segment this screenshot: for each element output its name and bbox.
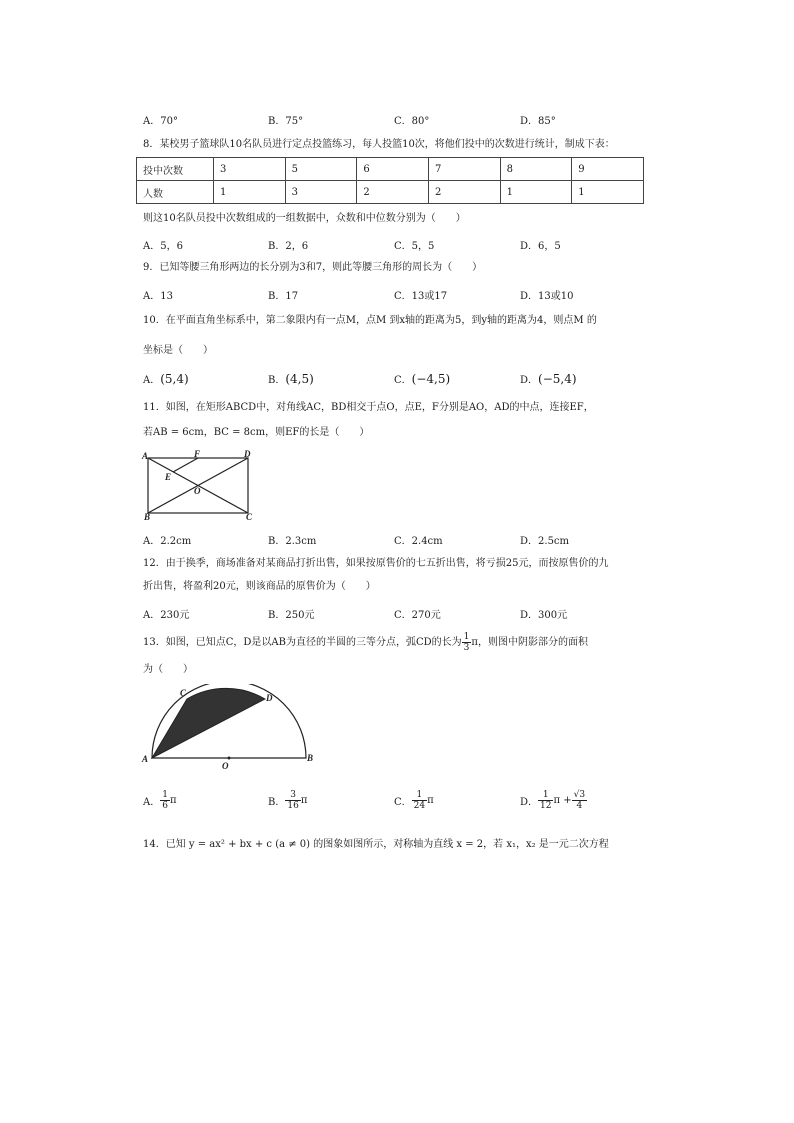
table-cell: 8 xyxy=(500,158,572,181)
semicircle-figure xyxy=(140,684,320,770)
table-cell: 1 xyxy=(500,181,572,204)
q10-option-b[interactable]: B．(4,5) xyxy=(268,372,314,386)
q8-table xyxy=(136,157,644,204)
rectangle-figure xyxy=(140,448,260,520)
label-d: D xyxy=(244,449,251,459)
q11-stem-line1: 11．如图，在矩形ABCD中，对角线AC，BD相交于点O，点E，F分别是AO，AD的中点，连接EF， xyxy=(143,402,594,413)
q9-stem: 9．已知等腰三角形两边的长分别为3和7，则此等腰三角形的周长为（ ） xyxy=(143,262,483,273)
q9-option-a[interactable]: A．13 xyxy=(143,291,173,302)
q12-stem-line2: 折出售，将盈利20元，则该商品的原售价为（ ） xyxy=(143,581,376,592)
label-e: E xyxy=(165,472,172,482)
segment-ef xyxy=(173,458,198,472)
q10-options xyxy=(143,371,663,387)
label-d: D xyxy=(266,693,273,703)
q13-options xyxy=(143,790,663,820)
table-cell: 3 xyxy=(285,181,357,204)
q13-option-c[interactable]: C． $\frac{1}{24}$ π xyxy=(394,790,434,811)
q13-option-d[interactable]: D． $\frac{1}{12}$ π + $\frac{√3}{4}$ xyxy=(520,790,586,811)
q9-option-c[interactable]: C．13或17 xyxy=(394,291,448,302)
label-a: A xyxy=(142,754,149,764)
q12-option-a[interactable]: A．230元 xyxy=(143,610,190,621)
q7-option-a[interactable]: A．70° xyxy=(143,116,178,127)
table-cell: 1 xyxy=(214,181,286,204)
table-cell: 3 xyxy=(214,158,286,181)
q12-option-b[interactable]: B．250元 xyxy=(268,610,315,621)
q13-stem-line2: 为（ ） xyxy=(143,664,193,675)
table-row xyxy=(137,158,644,181)
q10-stem-line2: 坐标是（ ） xyxy=(143,345,213,356)
q13-stem-line1: 13．如图，已知点C，D是以AB为直径的半圆的三等分点，弧CD的长为 $\frac{1}{3}$ π，则图中阴影部分的面积 xyxy=(143,632,588,653)
shaded-region xyxy=(152,688,265,758)
fraction: $\frac{1}{6}$ xyxy=(162,790,168,811)
label-a: A xyxy=(142,451,149,461)
q11-options xyxy=(143,532,663,548)
q9-option-d[interactable]: D．13或10 xyxy=(520,291,574,302)
table-cell: 投中次数 xyxy=(137,158,214,181)
q11-option-a[interactable]: A．2.2cm xyxy=(143,536,192,547)
q9-options xyxy=(143,287,663,303)
q10-option-c[interactable]: C．(−4,5) xyxy=(394,372,451,386)
table-cell: 2 xyxy=(357,181,429,204)
label-f: F xyxy=(194,449,201,459)
q8-option-b[interactable]: B．2，6 xyxy=(268,241,309,252)
q8-stem: 8．某校男子篮球队10名队员进行定点投篮练习，每人投篮10次，将他们投中的次数进行统计，制成下表： xyxy=(143,139,615,150)
q7-option-b[interactable]: B．75° xyxy=(268,116,304,127)
table-cell: 2 xyxy=(428,181,500,204)
q7-option-d[interactable]: D．85° xyxy=(520,116,556,127)
table-cell: 7 xyxy=(428,158,500,181)
table-cell: 人数 xyxy=(137,181,214,204)
label-b: B xyxy=(307,753,314,763)
q10-option-d[interactable]: D．(−5,4) xyxy=(520,372,577,386)
q12-stem-line1: 12．由于换季，商场准备对某商品打折出售，如果按原售价的七五折出售，将亏损25元，而按原售价的九 xyxy=(143,558,609,569)
q10-stem-line1: 10．在平面直角坐标系中，第二象限内有一点M，点M 到x轴的距离为5，到y轴的距离为4，则点M 的 xyxy=(143,315,597,326)
center-point xyxy=(228,757,231,760)
label-c: C xyxy=(180,688,187,698)
q9-option-b[interactable]: B．17 xyxy=(268,291,299,302)
q13-option-a[interactable]: A． $\frac{1}{6}$ π xyxy=(143,790,177,811)
fraction: $\frac{1}{24}$ xyxy=(413,790,426,811)
q7-options xyxy=(143,112,663,128)
q12-option-d[interactable]: D．300元 xyxy=(520,610,568,621)
table-cell: 5 xyxy=(285,158,357,181)
q8-option-c[interactable]: C．5，5 xyxy=(394,241,435,252)
table-cell: 1 xyxy=(572,181,644,204)
q10-option-a[interactable]: A．(5,4) xyxy=(143,372,189,386)
q11-option-b[interactable]: B．2.3cm xyxy=(268,536,317,547)
q11-stem-line2: 若AB = 6cm，BC = 8cm，则EF的长是（ ） xyxy=(143,427,370,438)
q8-options xyxy=(143,237,663,253)
q11-option-d[interactable]: D．2.5cm xyxy=(520,536,570,547)
q12-options xyxy=(143,606,663,622)
q8-option-d[interactable]: D．6，5 xyxy=(520,241,561,252)
table-cell: 9 xyxy=(572,158,644,181)
q13-option-b[interactable]: B． $\frac{3}{16}$ π xyxy=(268,790,308,811)
fraction: $\frac{1}{3}$ xyxy=(463,632,470,653)
fraction: $\frac{3}{16}$ xyxy=(287,790,299,811)
q8-question: 则这10名队员投中次数组成的一组数据中，众数和中位数分别为（ ） xyxy=(143,213,466,224)
label-o: O xyxy=(194,486,201,496)
label-c: C xyxy=(246,512,253,520)
fraction: $\frac{1}{12}$ xyxy=(540,790,552,811)
fraction: $\frac{√3}{4}$ xyxy=(573,790,586,811)
table-row xyxy=(137,181,644,204)
q14-stem: 14．已知 y = ax² + bx + c (a ≠ 0) 的图象如图所示，对称轴为直线 x = 2，若 x₁，x₂ 是一元二次方程 xyxy=(143,839,609,850)
q7-option-c[interactable]: C．80° xyxy=(394,116,430,127)
label-o: O xyxy=(222,761,229,770)
q11-option-c[interactable]: C．2.4cm xyxy=(394,536,443,547)
label-b: B xyxy=(144,512,151,520)
q12-option-c[interactable]: C．270元 xyxy=(394,610,441,621)
q8-option-a[interactable]: A．5，6 xyxy=(143,241,183,252)
table-cell: 6 xyxy=(357,158,429,181)
